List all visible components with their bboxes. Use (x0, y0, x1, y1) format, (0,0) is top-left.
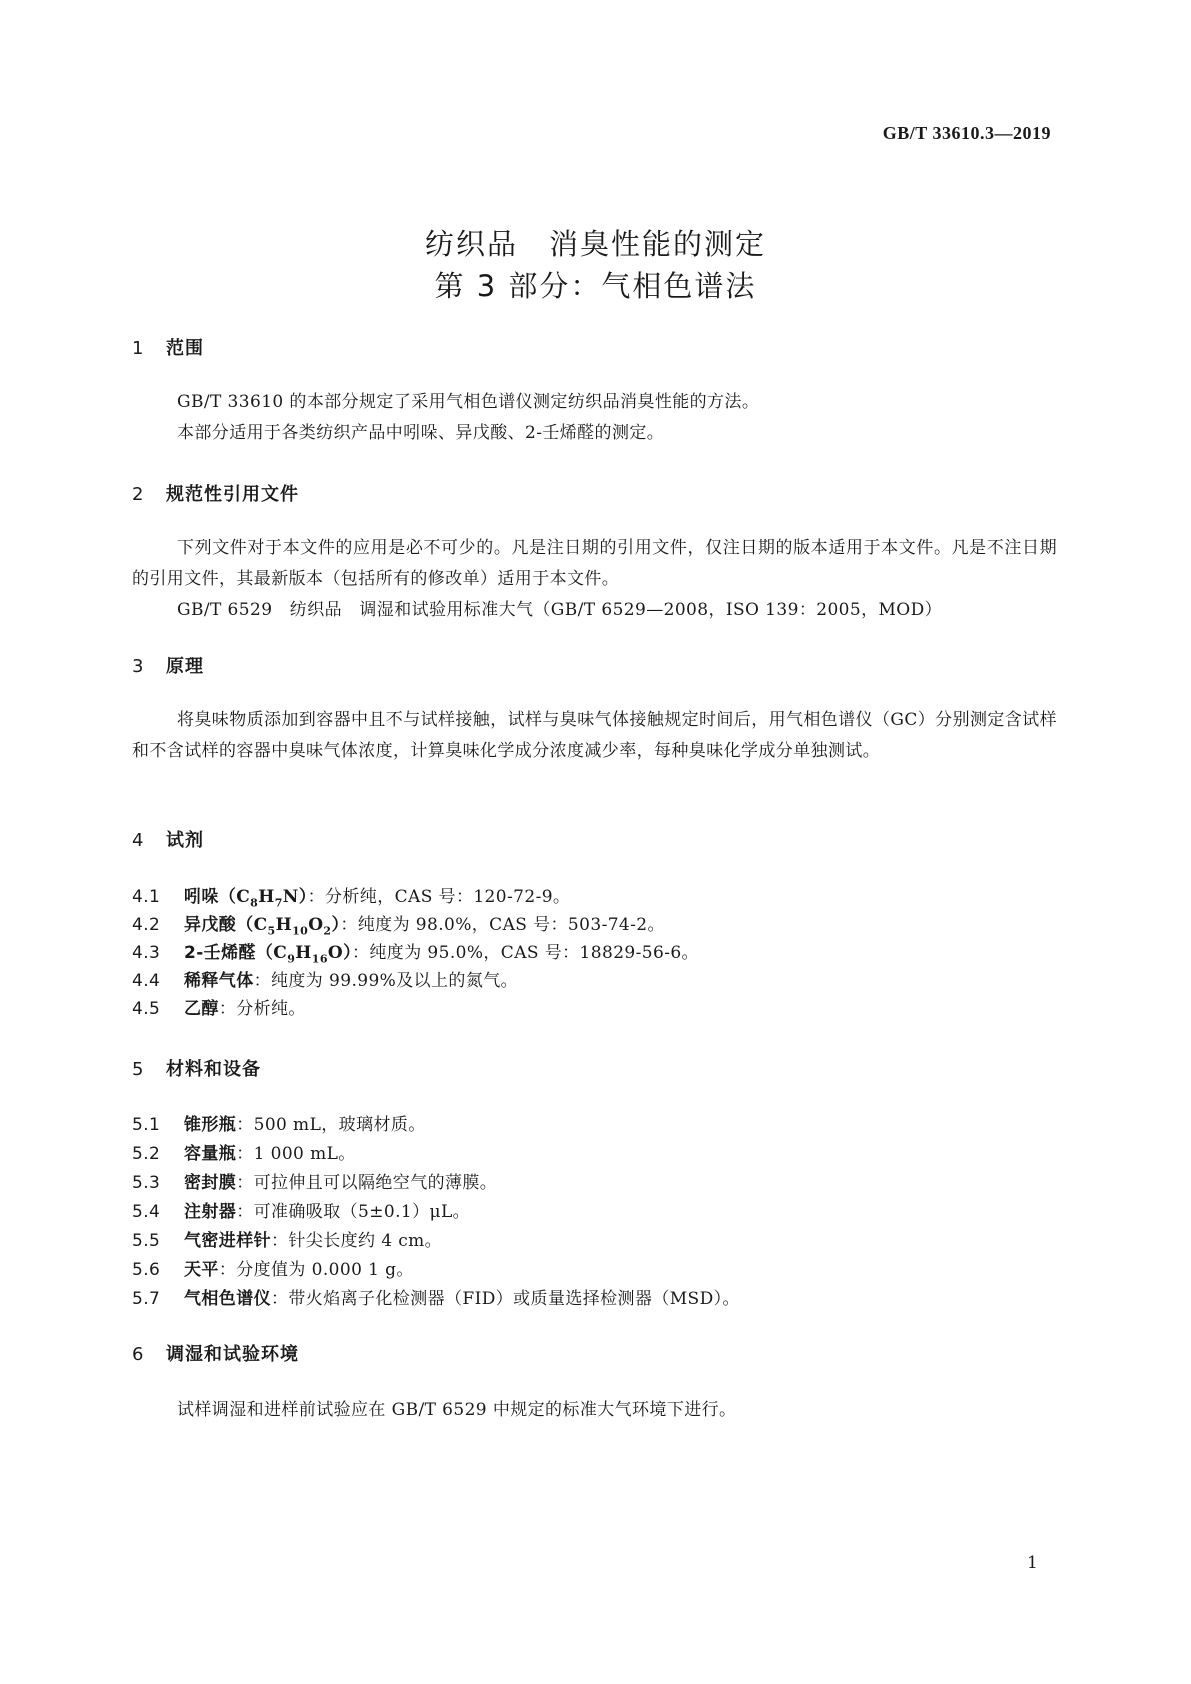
section-heading-principle (132, 652, 204, 678)
paragraph: 下列文件对于本文件的应用是必不可少的。凡是注日期的引用文件，仅注日期的版本适用于本文件。凡是不注日期的引用文件，其最新版本（包括所有的修改单）适用于本文件。 (132, 538, 1057, 589)
item-label: 乙醇 (184, 999, 219, 1019)
item-text: ：分度值为 0.000 1 g。 (218, 1260, 414, 1280)
item-number: 4.5 (132, 999, 161, 1019)
item-label: 异戊酸 (184, 915, 237, 935)
doc-code: GB/T 33610.3—2019 (882, 123, 1051, 143)
item-text: ：纯度为 98.0%，CAS 号：503-74-2。 (340, 915, 665, 935)
reagent-item (132, 966, 518, 991)
item-label: 天平 (184, 1260, 219, 1280)
item-text: ：分析纯。 (218, 999, 306, 1019)
item-number: 5.6 (132, 1260, 161, 1280)
reagent-item: 4.1 吲哚$(C_8H_7N)$：分析纯，CAS 号：120-72-9。 (132, 887, 571, 910)
equipment-item (132, 1110, 426, 1135)
section-title: 材料和设备 (166, 1059, 261, 1080)
section-heading-materials-equipment (132, 1055, 261, 1081)
reagent-item (132, 994, 306, 1019)
section-title: 调湿和试验环境 (166, 1344, 299, 1365)
section-title: 试剂 (166, 830, 204, 851)
paragraph: 本部分适用于各类纺织产品中吲哚、异戊酸、2-壬烯醛的测定。 (177, 423, 665, 443)
item-label: 锥形瓶 (184, 1115, 237, 1135)
document-title-line2: 第 3 部分：气相色谱法 (434, 269, 757, 303)
item-label: 稀释气体 (184, 971, 254, 991)
section-number: 2 (132, 484, 145, 505)
item-number: 4.4 (132, 971, 161, 991)
paragraph: GB/T 6529 纺织品 调湿和试验用标准大气（GB/T 6529—2008，ISO 139：2005，MOD） (177, 600, 943, 620)
reagent-item: 4.2 异戊酸$(C_5H_{10}O_2)$：纯度为 98.0%，CAS 号：503-74-2。 (132, 915, 665, 938)
section-number: 3 (132, 656, 145, 677)
item-label: 吲哚 (184, 887, 219, 907)
section-heading-reagents (132, 826, 204, 852)
item-text: ：纯度为 95.0%，CAS 号：18829-56-6。 (352, 943, 699, 963)
item-text: ：可准确吸取（5±0.1）μL。 (236, 1202, 471, 1222)
equipment-item (132, 1284, 740, 1309)
item-text: ：分析纯，CAS 号：120-72-9。 (307, 887, 571, 907)
item-text: ：带火焰离子化检测器（FID）或质量选择检测器（MSD）。 (271, 1289, 740, 1309)
section-body-scope (132, 387, 1057, 449)
section-title: 原理 (166, 656, 204, 677)
section-number: 6 (132, 1344, 145, 1365)
item-number: 5.3 (132, 1173, 161, 1193)
item-label: 气相色谱仪 (184, 1289, 271, 1309)
equipment-item (132, 1168, 497, 1193)
paragraph: GB/T 33610 的本部分规定了采用气相色谱仪测定纺织品消臭性能的方法。 (177, 392, 760, 412)
item-text: ：1 000 mL。 (236, 1144, 356, 1164)
item-number: 5.5 (132, 1231, 161, 1251)
item-text: ：500 mL，玻璃材质。 (236, 1115, 426, 1135)
section-heading-conditioning (132, 1340, 299, 1366)
item-label: 2-壬烯醛 (184, 943, 256, 963)
page-number: 1 (1027, 1553, 1038, 1573)
section-body-principle (132, 705, 1057, 767)
section-number: 4 (132, 830, 145, 851)
section-heading-scope (132, 334, 204, 360)
equipment-item (132, 1255, 414, 1280)
item-label: 气密进样针 (184, 1231, 271, 1251)
item-number: 5.7 (132, 1289, 161, 1309)
equipment-item (132, 1139, 356, 1164)
item-label: 密封膜 (184, 1173, 237, 1193)
section-number: 1 (132, 338, 145, 359)
item-number: 4.1 (132, 887, 161, 907)
equipment-item (132, 1226, 442, 1251)
item-number: 4.2 (132, 915, 161, 935)
section-heading-normative-references (132, 480, 299, 506)
item-label: 容量瓶 (184, 1144, 237, 1164)
item-number: 5.4 (132, 1202, 161, 1222)
item-text: ：可拉伸且可以隔绝空气的薄膜。 (236, 1173, 498, 1193)
reagent-item: 4.3 2-壬烯醛$(C_9H_{16}O)$：纯度为 95.0%，CAS 号：18829-56-6。 (132, 943, 699, 966)
document-title-line1: 纺织品 消臭性能的测定 (424, 227, 766, 261)
paragraph: 将臭味物质添加到容器中且不与试样接触，试样与臭味气体接触规定时间后，用气相色谱仪（GC）分别测定含试样和不含试样的容器中臭味气体浓度，计算臭味化学成分浓度减少率，每种臭味化学成分单独测试。 (132, 710, 1057, 761)
item-number: 5.2 (132, 1144, 161, 1164)
equipment-item (132, 1197, 470, 1222)
paragraph: 试样调湿和进样前试验应在 GB/T 6529 中规定的标准大气环境下进行。 (177, 1400, 737, 1420)
item-text: ：纯度为 99.99%及以上的氮气。 (253, 971, 519, 991)
section-body-normative-references (132, 533, 1057, 626)
item-number: 4.3 (132, 943, 161, 963)
section-title: 范围 (166, 338, 204, 359)
item-label: 注射器 (184, 1202, 237, 1222)
section-title: 规范性引用文件 (166, 484, 299, 505)
item-text: ：针尖长度约 4 cm。 (271, 1231, 443, 1251)
section-body-conditioning (132, 1395, 1057, 1426)
item-number: 5.1 (132, 1115, 161, 1135)
section-number: 5 (132, 1059, 145, 1080)
